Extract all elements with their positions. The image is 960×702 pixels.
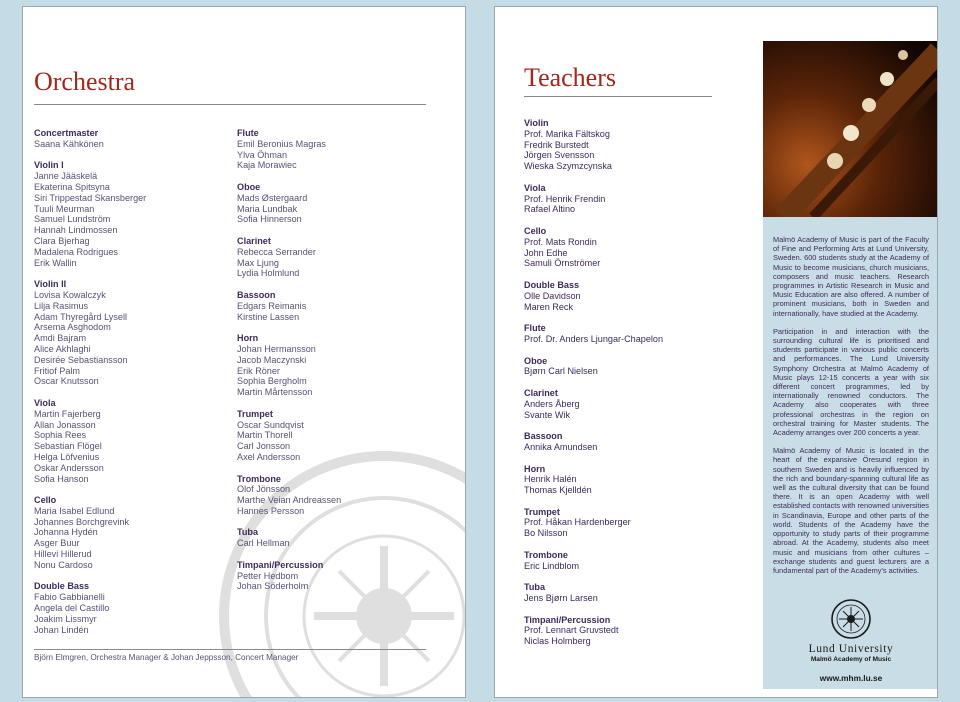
member-name: Asger Buur xyxy=(34,538,80,549)
teachers-list xyxy=(524,118,754,658)
page-title-teachers: Teachers xyxy=(524,63,617,92)
member-name: Thomas Kjelldén xyxy=(524,485,592,496)
member-name: Kaja Morawiec xyxy=(237,160,297,171)
section-flute xyxy=(524,323,754,345)
lund-university-seal-icon xyxy=(831,599,871,639)
page-title-orchestra: Orchestra xyxy=(34,67,136,96)
section-heading: Oboe xyxy=(237,181,261,192)
member-name: Bo Nilsson xyxy=(524,528,568,539)
academy-info-paragraph: Malmö Academy of Music is located in the heart of the expansive Öresund region in southern Sweden and is heavily influenced by the rich and boundary-spanning cultural life as well as the cultural diversity that can be found there. It is an open Academy with well established contacts with renowned universities in Scandinavia, Europe and other parts of the world. Students of the Academy have the opportunity to study parts of their programme abroad. At the Academy, students also meet music and musicians from other cultures – exchange students and guest lecturers are a fundamental part of the Academy's activities. xyxy=(773,446,929,575)
teachers-page xyxy=(494,6,938,698)
string-instrument-photo xyxy=(763,41,938,217)
section-timpani-percussion xyxy=(524,615,754,647)
section-heading: Timpani/Percussion xyxy=(524,614,611,625)
member-name: Lydia Holmlund xyxy=(237,268,300,279)
member-name: Olle Davidson xyxy=(524,290,581,301)
section-violin-ii xyxy=(34,279,224,387)
section-clarinet xyxy=(524,388,754,420)
section-trumpet xyxy=(237,409,437,463)
member-name: Erik Röner xyxy=(237,365,280,376)
section-heading: Flute xyxy=(524,323,546,334)
section-heading: Tuba xyxy=(524,582,546,593)
academy-website-link[interactable]: www.mhm.lu.se xyxy=(819,673,883,683)
member-name: Niclas Holmberg xyxy=(524,636,591,647)
section-trombone xyxy=(237,474,437,517)
member-name: Allan Jonasson xyxy=(34,419,96,430)
member-name: Annika Amundsen xyxy=(524,441,598,452)
member-name: Rebecca Serrander xyxy=(237,246,316,257)
member-name: Martin Thorell xyxy=(237,430,293,441)
member-name: Janne Jääskelä xyxy=(34,171,98,182)
member-name: Erik Wallin xyxy=(34,257,77,268)
section-tuba xyxy=(524,582,754,604)
member-name: Max Ljung xyxy=(237,257,279,268)
section-concertmaster xyxy=(34,128,224,150)
member-name: Olof Jönsson xyxy=(237,484,291,495)
member-name: Maren Reck xyxy=(524,301,574,312)
section-bassoon xyxy=(237,290,437,322)
member-name: Prof. Henrik Frendin xyxy=(524,193,606,204)
section-cello xyxy=(34,495,224,571)
section-timpani-percussion xyxy=(237,560,437,592)
member-name: Prof. Håkan Hardenberger xyxy=(524,517,631,528)
section-heading: Horn xyxy=(237,333,259,344)
member-name: Hannah Lindmossen xyxy=(34,225,118,236)
title-divider xyxy=(524,96,712,97)
member-name: Samuli Örnströmer xyxy=(524,258,601,269)
section-heading: Viola xyxy=(34,397,56,408)
member-name: Hannes Persson xyxy=(237,505,305,516)
member-name: Jörgen Svensson xyxy=(524,150,595,161)
section-heading: Bassoon xyxy=(524,431,563,442)
title-divider xyxy=(34,104,426,105)
member-name: Madalena Rodrigues xyxy=(34,246,118,257)
member-name: Emil Beronius Magras xyxy=(237,138,326,149)
section-flute xyxy=(237,128,437,171)
orchestra-column-strings xyxy=(34,128,224,646)
section-tuba xyxy=(237,527,437,549)
management-credit: Björn Elmgren, Orchestra Manager & Johan Jeppsson, Concert Manager xyxy=(34,653,299,662)
section-heading: Trombone xyxy=(524,549,568,560)
section-heading: Trumpet xyxy=(524,506,560,517)
section-violin-i xyxy=(34,160,224,268)
section-heading: Violin I xyxy=(34,160,64,171)
section-violin xyxy=(524,118,754,172)
member-name: Oscar Knutsson xyxy=(34,376,99,387)
member-name: Carl Hellman xyxy=(237,538,290,549)
section-heading: Clarinet xyxy=(524,387,558,398)
section-double-bass xyxy=(524,280,754,312)
academy-name: Malmö Academy of Music xyxy=(810,656,892,663)
member-name: Johan Lindén xyxy=(34,624,89,635)
orchestra-page xyxy=(22,6,466,698)
section-heading: Flute xyxy=(237,128,259,138)
lund-university-brand xyxy=(763,599,938,683)
member-name: Samuel Lundström xyxy=(34,214,111,225)
member-name: Oskar Andersson xyxy=(34,462,104,473)
section-heading: Concertmaster xyxy=(34,128,99,138)
member-name: Arsema Asghodom xyxy=(34,322,111,333)
section-heading: Tuba xyxy=(237,527,259,538)
member-name: Oscar Sundqvist xyxy=(237,419,304,430)
member-name: Sofia Hinnerson xyxy=(237,214,302,225)
member-name: Carl Jonsson xyxy=(237,441,291,452)
member-name: Adam Thyregård Lysell xyxy=(34,311,128,322)
member-name: Fritiof Palm xyxy=(34,365,80,376)
member-name: Hillevi Hillerud xyxy=(34,549,92,560)
member-name: Petter Hedbom xyxy=(237,570,299,581)
member-name: Prof. Dr. Anders Ljungar-Chapelon xyxy=(524,333,664,344)
member-name: Johan Hermansson xyxy=(237,343,316,354)
member-name: Henrik Halén xyxy=(524,474,577,485)
member-name: Johan Söderholm xyxy=(237,581,309,592)
member-name: Marthe Veian Andreassen xyxy=(237,495,342,506)
member-name: Bjørn Carl Nielsen xyxy=(524,366,598,377)
section-viola xyxy=(524,183,754,215)
section-heading: Timpani/Percussion xyxy=(237,559,324,570)
member-name: Tuuli Meurman xyxy=(34,203,95,214)
member-name: Mads Østergaard xyxy=(237,192,308,203)
member-name: Joakim Lissmyr xyxy=(34,613,97,624)
section-double-bass xyxy=(34,581,224,635)
section-heading: Oboe xyxy=(524,355,548,366)
member-name: Johannes Borchgrevink xyxy=(34,516,130,527)
member-name: Fabio Gabbianelli xyxy=(34,592,105,603)
member-name: Sophia Bergholm xyxy=(237,376,307,387)
member-name: Fredrik Burstedt xyxy=(524,139,589,150)
section-viola xyxy=(34,398,224,484)
orchestra-column-winds xyxy=(237,128,437,603)
section-heading: Trumpet xyxy=(237,408,273,419)
member-name: Lovisa Kowalczyk xyxy=(34,289,106,300)
academy-info-paragraph: Malmö Academy of Music is part of the Faculty of Fine and Performing Arts at Lund University, Sweden. 600 students study at the Academy of Music to become musicians, church musicians, composers and music teachers. Research programmes in Artistic Research in Music and Music Education are also offered. A number of prominent musicians, both in Sweden and internationally, have studied at the Academy. xyxy=(773,235,929,318)
section-horn xyxy=(524,464,754,496)
university-name: Lund University xyxy=(808,643,894,655)
member-name: Alice Akhlaghi xyxy=(34,343,91,354)
member-name: Maria Isabel Edlund xyxy=(34,505,115,516)
member-name: Ylva Öhman xyxy=(237,149,288,160)
section-heading: Double Bass xyxy=(34,581,90,592)
member-name: Maria Lundbak xyxy=(237,203,298,214)
academy-info-sidebar xyxy=(763,217,938,689)
member-name: Johanna Hydén xyxy=(34,527,98,538)
member-name: Clara Bjerhag xyxy=(34,235,90,246)
member-name: John Edhe xyxy=(524,247,568,258)
member-name: Ekaterina Spitsyna xyxy=(34,181,110,192)
member-name: Eric Lindblom xyxy=(524,560,580,571)
section-clarinet xyxy=(237,236,437,279)
academy-info-paragraph: Participation in and interaction with the surrounding cultural life is prioritised and students participate in various public concerts and performances. The Lund University Symphony Orchestra at Malmö Academy of Music plays 12-15 concerts a year with six different concert programmes, led by internationally renowned conductors. The Academy also cooperates with three professional orchestras in the region on orchestral training for Master students. The Academy arranges over 200 concerts a year. xyxy=(773,326,929,438)
member-name: Rafael Altino xyxy=(524,204,576,215)
member-name: Axel Andersson xyxy=(237,451,301,462)
member-name: Martin Mårtensson xyxy=(237,387,313,398)
member-name: Martin Fajerberg xyxy=(34,408,101,419)
member-name: Prof. Marika Fältskog xyxy=(524,128,610,139)
section-bassoon xyxy=(524,431,754,453)
member-name: Angela del Castillo xyxy=(34,603,110,614)
member-name: Jacob Maczynski xyxy=(237,354,307,365)
section-heading: Clarinet xyxy=(237,235,271,246)
member-name: Edgars Reimanis xyxy=(237,300,307,311)
member-name: Svante Wik xyxy=(524,409,570,420)
section-horn xyxy=(237,333,437,398)
member-name: Sofia Hanson xyxy=(34,473,89,484)
member-name: Jens Bjørn Larsen xyxy=(524,593,598,604)
section-heading: Cello xyxy=(524,225,547,236)
member-name: Siri Trippestad Skansberger xyxy=(34,192,147,203)
member-name: Sophia Rees xyxy=(34,430,87,441)
member-name: Desirée Sebastiansson xyxy=(34,354,128,365)
member-name: Sebastian Flögel xyxy=(34,441,102,452)
section-heading: Violin II xyxy=(34,279,67,290)
member-name: Nonu Cardoso xyxy=(34,559,93,570)
section-heading: Violin xyxy=(524,118,549,128)
member-name: Prof. Lennart Gruvstedt xyxy=(524,625,619,636)
section-heading: Horn xyxy=(524,463,546,474)
member-name: Saana Kähkönen xyxy=(34,138,104,149)
section-cello xyxy=(524,226,754,269)
member-name: Prof. Mats Rondin xyxy=(524,236,597,247)
section-heading: Double Bass xyxy=(524,279,580,290)
section-trumpet xyxy=(524,507,754,539)
section-oboe xyxy=(524,356,754,378)
member-name: Helga Löfvenius xyxy=(34,451,100,462)
section-heading: Cello xyxy=(34,495,57,506)
section-heading: Viola xyxy=(524,182,546,193)
member-name: Wieska Szymzcynska xyxy=(524,161,612,172)
section-oboe xyxy=(237,182,437,225)
footer-divider xyxy=(34,649,426,650)
member-name: Amdi Bajram xyxy=(34,333,87,344)
member-name: Anders Åberg xyxy=(524,398,580,409)
member-name: Lilja Rasimus xyxy=(34,300,89,311)
section-trombone xyxy=(524,550,754,572)
member-name: Kirstine Lassen xyxy=(237,311,300,322)
section-heading: Bassoon xyxy=(237,289,276,300)
section-heading: Trombone xyxy=(237,473,281,484)
